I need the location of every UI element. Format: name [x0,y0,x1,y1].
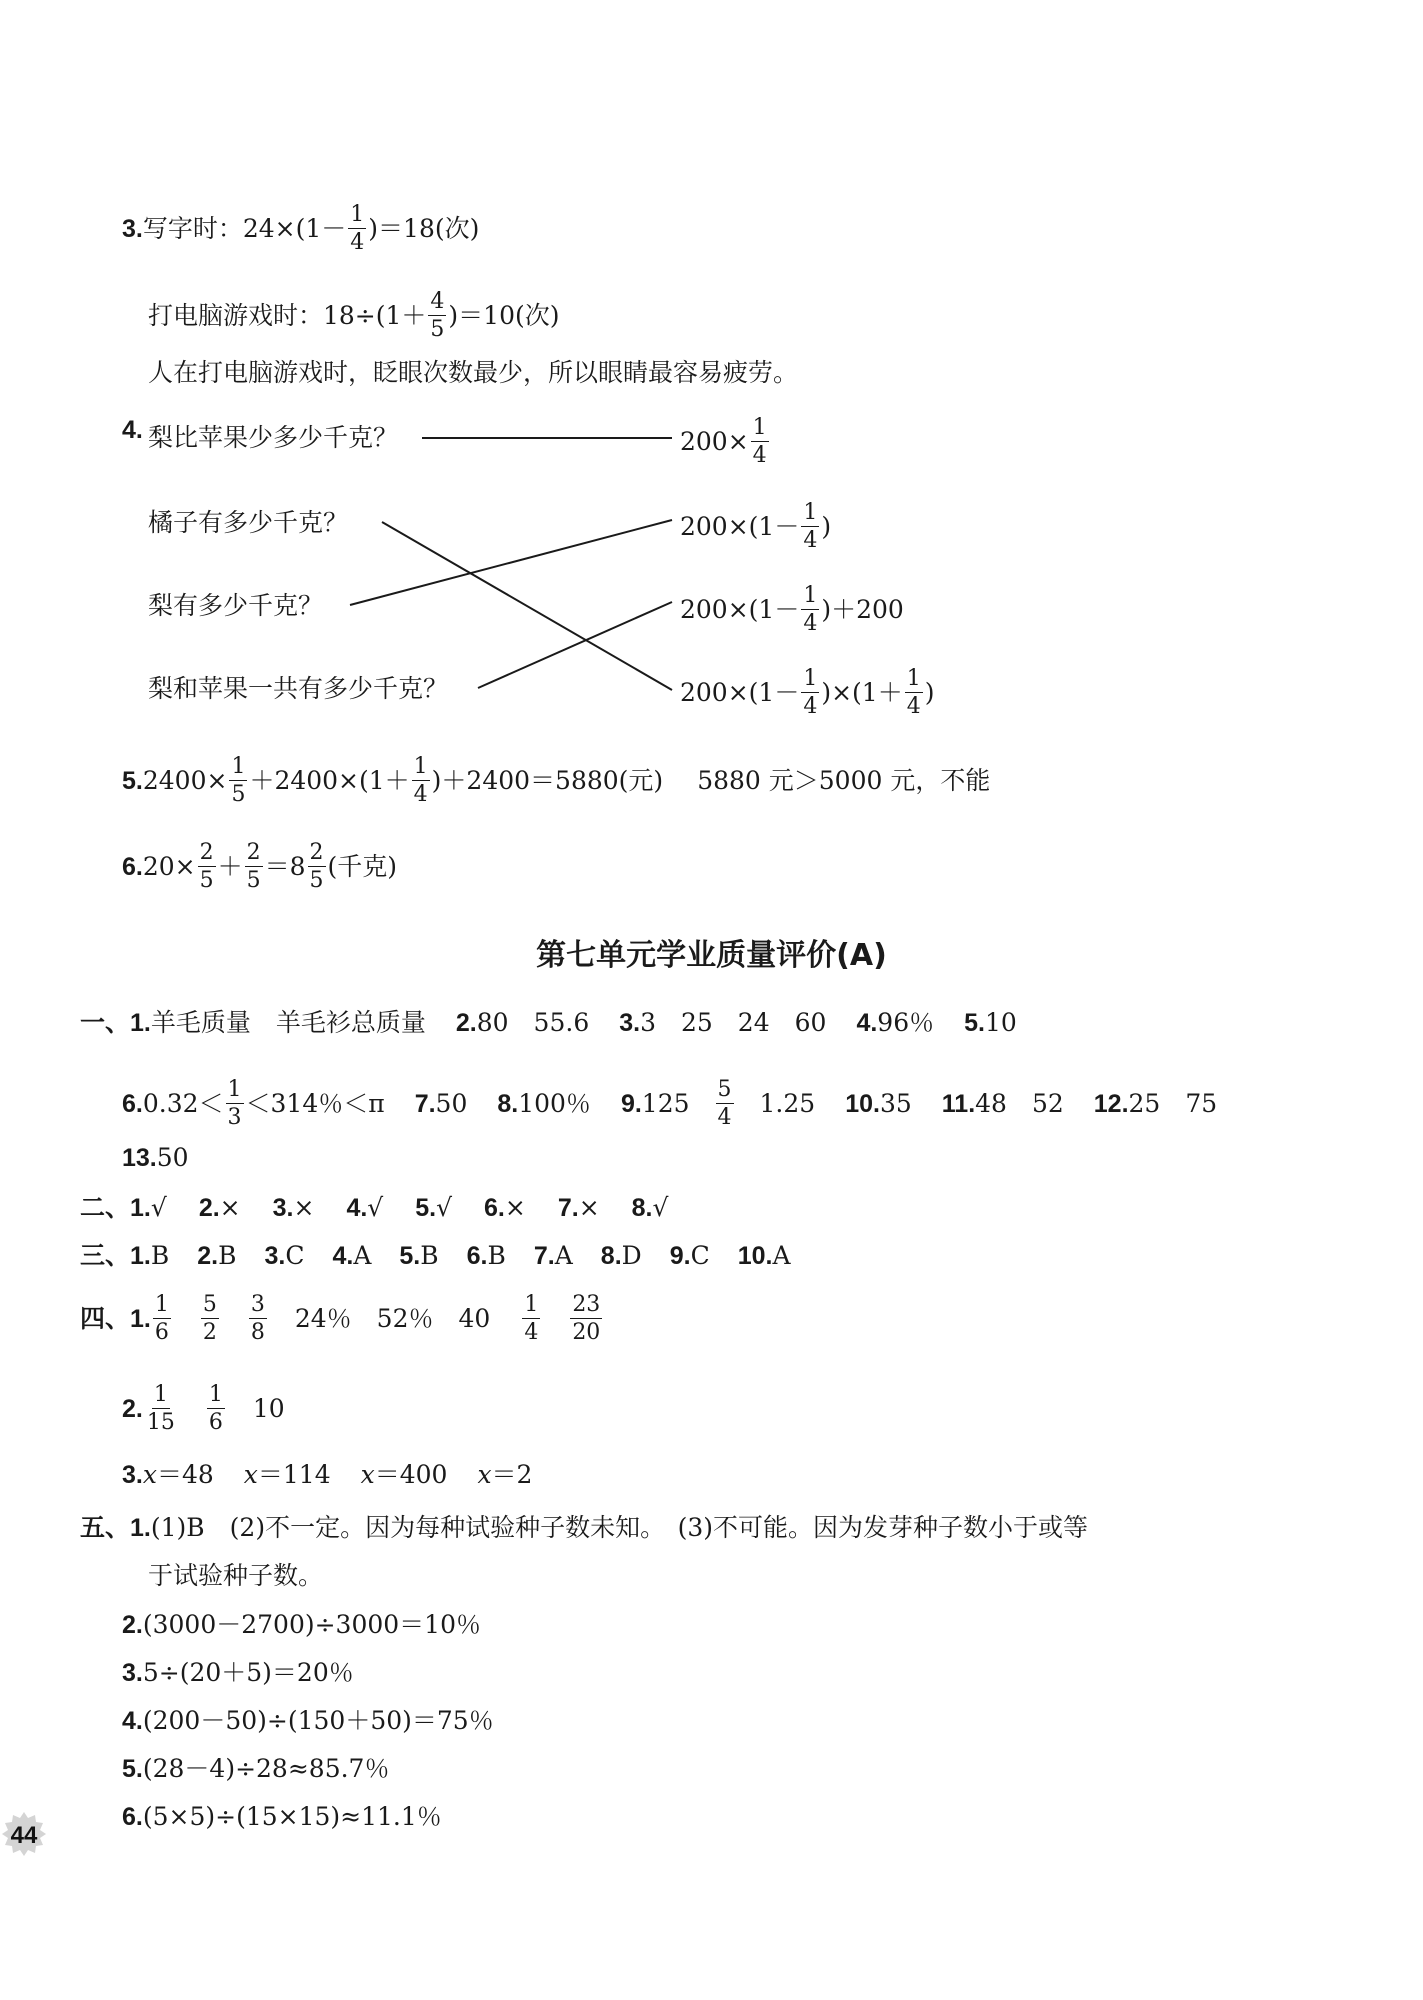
s1-item-number: 12. [1093,1090,1129,1119]
expr-text: 200× [680,427,749,457]
s1-item-answer: 50 [435,1089,468,1119]
p6-number: 6. [122,853,143,882]
frac-num: 1 [412,755,430,781]
s4-fraction [153,1293,171,1344]
s1-item-number: 2. [455,1009,477,1037]
frac-num: 1 [348,203,366,229]
s4-item-answer: 24％ 52％ 40 [294,1304,491,1334]
frac-den: 4 [906,694,921,720]
s1-item-number: 9. [620,1090,642,1119]
s3-item-number: 9. [669,1242,691,1270]
frac-den: 5 [231,782,246,808]
frac-den: 20 [572,1320,601,1346]
frac-num: 5 [201,1293,219,1319]
s3-item-number: 8. [600,1242,622,1270]
frac-num: 1 [229,755,247,781]
expr-text: ) [821,512,832,542]
s2-item-answer: × [504,1193,526,1222]
variable-x: x [360,1460,375,1489]
frac-num: 1 [801,501,819,527]
s5-item-number: 3. [122,1659,143,1687]
frac-den: 5 [199,868,214,894]
s4-fraction [207,1383,225,1434]
frac-den: 5 [430,317,445,343]
s1-item-answer: 35 [879,1089,912,1119]
s1-label: 一、 [80,1009,131,1037]
s2-item-answer: × [219,1193,241,1222]
s1-item-number: 8. [497,1090,519,1119]
s4-row-1 [80,1292,604,1346]
s5-item-number: 6. [122,1803,143,1831]
expr-text: ) [924,678,935,708]
frac-num: 2 [198,841,216,867]
s1-item-number: 3. [619,1009,641,1037]
p4-question-2: 橘子有多少千克？ [148,508,349,537]
p5-text: )＋2400＝5880(元) [431,766,664,796]
s3-item-number: 2. [197,1242,219,1270]
s1-item-answer: 10 [984,1008,1017,1037]
s1-row-1 [80,1010,1017,1036]
variable-x: x [243,1460,258,1489]
frac-num: 1 [207,1383,225,1409]
frac-den: 4 [803,611,818,637]
frac-num: 1 [152,1383,170,1409]
s2-item-number: 4. [346,1194,368,1222]
s2-item-number: 1. [130,1194,151,1222]
s1-item-answer: ＜314％＜π [245,1089,385,1119]
match-line-2 [382,522,672,690]
s4-row-3 [122,1462,532,1488]
s1-item-answer: 羊毛质量 羊毛衫总质量 [150,1008,426,1037]
s4-fraction [249,1293,267,1344]
s4-item-answer: ＝48 [156,1460,214,1489]
s1-item-number: 6. [122,1090,143,1119]
p6-line [122,840,398,894]
match-line-3 [350,520,672,605]
frac-den: 4 [717,1105,732,1131]
s1-row-2 [122,1077,1218,1131]
s5-item-number: 2. [122,1611,143,1639]
s3-item-number: 5. [399,1242,421,1270]
s5-item-answer: (3000－2700)÷3000＝10％ [142,1610,481,1639]
s4-row-2 [122,1382,285,1436]
s4-item-number: 1. [130,1305,151,1334]
s3-item-number: 10. [737,1242,773,1270]
p6-fraction-2 [245,841,263,892]
s2-item-number: 8. [631,1194,653,1222]
frac-num: 2 [245,841,263,867]
expr-text: 200×(1－ [680,512,800,542]
frac-num: 1 [801,667,819,693]
s4-fraction [201,1293,219,1344]
p5-text: ＋2400×(1＋ [249,766,410,796]
p6-fraction-3 [308,841,326,892]
s5-row-2 [122,1612,481,1638]
frac-den: 5 [309,868,324,894]
s5-item-number: 1. [130,1514,151,1542]
expr-text: )＋200 [821,595,904,625]
matching-lines [0,0,1423,800]
s4-item-number: 3. [122,1461,143,1489]
frac-num: 1 [905,667,923,693]
s4-label: 四、 [80,1305,131,1334]
s3-item-answer: A [554,1241,573,1270]
s3-item-answer: B [487,1241,506,1270]
s2-item-number: 5. [415,1194,437,1222]
s1-item-answer: 48 52 [975,1089,1064,1119]
frac-den: 4 [803,694,818,720]
match-line-4 [478,602,672,688]
frac-num: 2 [308,841,326,867]
frac-num: 1 [751,416,769,442]
s5-row-3 [122,1660,354,1686]
page-number: 44 [10,1822,38,1849]
s4-fraction [145,1383,177,1434]
p3-text-c: 打电脑游戏时：18÷(1＋ [148,301,427,331]
frac-den: 15 [146,1410,175,1436]
s3-item-number: 7. [533,1242,555,1270]
frac-num: 23 [570,1293,602,1319]
expr-text: 200×(1－ [680,678,800,708]
frac-den: 8 [250,1320,265,1346]
s5-item-answer: (5×5)÷(15×15)≈11.1％ [142,1802,442,1831]
s1-item-answer: 25 75 [1128,1089,1218,1119]
p6-text: ＝8 [264,852,306,882]
s5-row-6 [122,1804,442,1830]
p3-text-a: 写字时：24×(1－ [142,214,347,244]
s1-fraction [226,1078,244,1129]
s1-item-answer: 3 25 24 60 [640,1008,827,1037]
s3-item-answer: B [218,1241,237,1270]
expr-text: )×(1＋ [821,678,903,708]
s2-item-number: 7. [557,1194,579,1222]
s5-item-answer: (200－50)÷(150＋50)＝75％ [142,1706,494,1735]
p5-line [122,754,991,808]
s5-row-1b: 于试验种子数。 [148,1561,324,1590]
s3-item-answer: C [690,1241,710,1270]
s5-row-5 [122,1756,389,1782]
s2-item-answer: √ [367,1193,384,1222]
s4-item-number: 2. [122,1395,143,1424]
s1-item-answer: 125 [641,1089,690,1119]
s2-item-answer: × [293,1193,315,1222]
p6-text: (千克) [327,852,398,882]
frac-num: 1 [801,584,819,610]
frac-den: 4 [524,1320,539,1346]
s1-item-answer: 80 55.6 [476,1008,590,1037]
s1-item-number: 13. [122,1144,157,1172]
s3-item-answer: B [420,1241,439,1270]
s1-item-number: 7. [414,1090,436,1119]
s3-item-number: 1. [130,1242,151,1270]
page-number-badge [0,1810,48,1858]
s1-item-number: 5. [964,1009,985,1037]
s1-item-answer: 96％ [877,1008,935,1037]
p3-number: 3. [122,215,143,244]
s3-item-answer: A [353,1241,372,1270]
frac-den: 4 [752,443,767,469]
s2-item-number: 2. [198,1194,220,1222]
s3-label: 三、 [80,1242,131,1270]
s3-item-answer: B [150,1241,170,1270]
s4-fraction [522,1293,540,1344]
p6-text: 20× [142,852,196,882]
s4-fraction [570,1293,602,1344]
s1-item-number: 11. [941,1090,976,1119]
s2-item-answer: √ [652,1193,669,1222]
s1-item-answer: 1.25 [759,1089,816,1119]
frac-num: 1 [522,1293,540,1319]
s4-item-answer: ＝2 [491,1460,533,1489]
frac-num: 1 [226,1078,244,1104]
s3-item-number: 3. [264,1242,286,1270]
p3-text-d: )＝10(次) [448,301,560,331]
frac-den: 5 [246,868,261,894]
frac-den: 6 [208,1410,223,1436]
frac-num: 4 [428,290,446,316]
s5-item-number: 5. [122,1755,143,1783]
s3-row [80,1243,791,1269]
s5-item-answer: (28－4)÷28≈85.7％ [142,1754,390,1783]
p6-text: ＋ [217,852,243,882]
s1-item-answer: 0.32＜ [142,1089,224,1119]
s1-item-number: 4. [856,1009,878,1037]
s3-item-answer: C [285,1241,305,1270]
p4-question-4: 梨和苹果一共有多少千克？ [148,674,449,703]
s2-row [80,1195,668,1221]
frac-den: 4 [413,782,428,808]
s3-item-answer: D [621,1241,642,1270]
s1-item-answer: 50 [156,1143,189,1172]
expr-text: 200×(1－ [680,595,800,625]
variable-x: x [477,1460,492,1489]
p5-text: 2400× [142,766,228,796]
p5-number: 5. [122,767,143,796]
s3-item-answer: A [772,1241,791,1270]
s2-item-answer: √ [150,1193,167,1222]
p5-fraction-2 [412,755,430,806]
s5-item-answer: 5÷(20＋5)＝20％ [142,1658,354,1687]
section-title: 第七单元学业质量评价(A) [536,938,887,973]
s4-item-answer: ＝114 [257,1460,331,1489]
p3-line3: 人在打电脑游戏时，眨眼次数最少，所以眼睛最容易疲劳。 [148,358,799,387]
s1-item-answer: 100％ [518,1089,591,1119]
p5-fraction-1 [229,755,247,806]
s4-item-answer: 10 [252,1394,285,1424]
s3-item-number: 6. [466,1242,488,1270]
p4-question-3: 梨有多少千克？ [148,591,324,620]
s2-item-answer: √ [436,1193,453,1222]
frac-num: 3 [249,1293,267,1319]
frac-den: 3 [227,1105,242,1131]
s1-item-number: 1. [130,1009,151,1037]
frac-den: 4 [350,230,365,256]
s5-label: 五、 [80,1514,131,1542]
s2-item-number: 6. [484,1194,505,1222]
s1-fraction [716,1078,734,1129]
p6-fraction-1 [198,841,216,892]
s2-item-number: 3. [272,1194,294,1222]
frac-num: 1 [153,1293,171,1319]
frac-den: 2 [202,1320,217,1346]
s3-item-number: 4. [332,1242,354,1270]
s4-item-answer: ＝400 [374,1460,448,1489]
p3-text-b: )＝18(次) [368,214,480,244]
frac-den: 4 [803,528,818,554]
p4-number: 4. [122,416,143,444]
s1-item-number: 10. [845,1090,880,1119]
s5-row-1 [80,1515,1088,1541]
s5-item-number: 4. [122,1707,143,1735]
s5-row-4 [122,1708,494,1734]
p5-conclusion: 5880 元＞5000 元，不能 [697,766,991,796]
s2-label: 二、 [80,1194,131,1222]
s2-item-answer: × [578,1193,600,1222]
frac-num: 5 [716,1078,734,1104]
variable-x: x [142,1460,157,1489]
frac-den: 6 [154,1320,169,1346]
p4-question-1: 梨比苹果少多少千克？ [148,423,399,452]
s5-item-answer: (1)B (2)不一定。因为每种试验种子数未知。 (3)不可能。因为发芽种子数小于或等 [150,1513,1088,1542]
s1-row-3 [122,1145,189,1171]
